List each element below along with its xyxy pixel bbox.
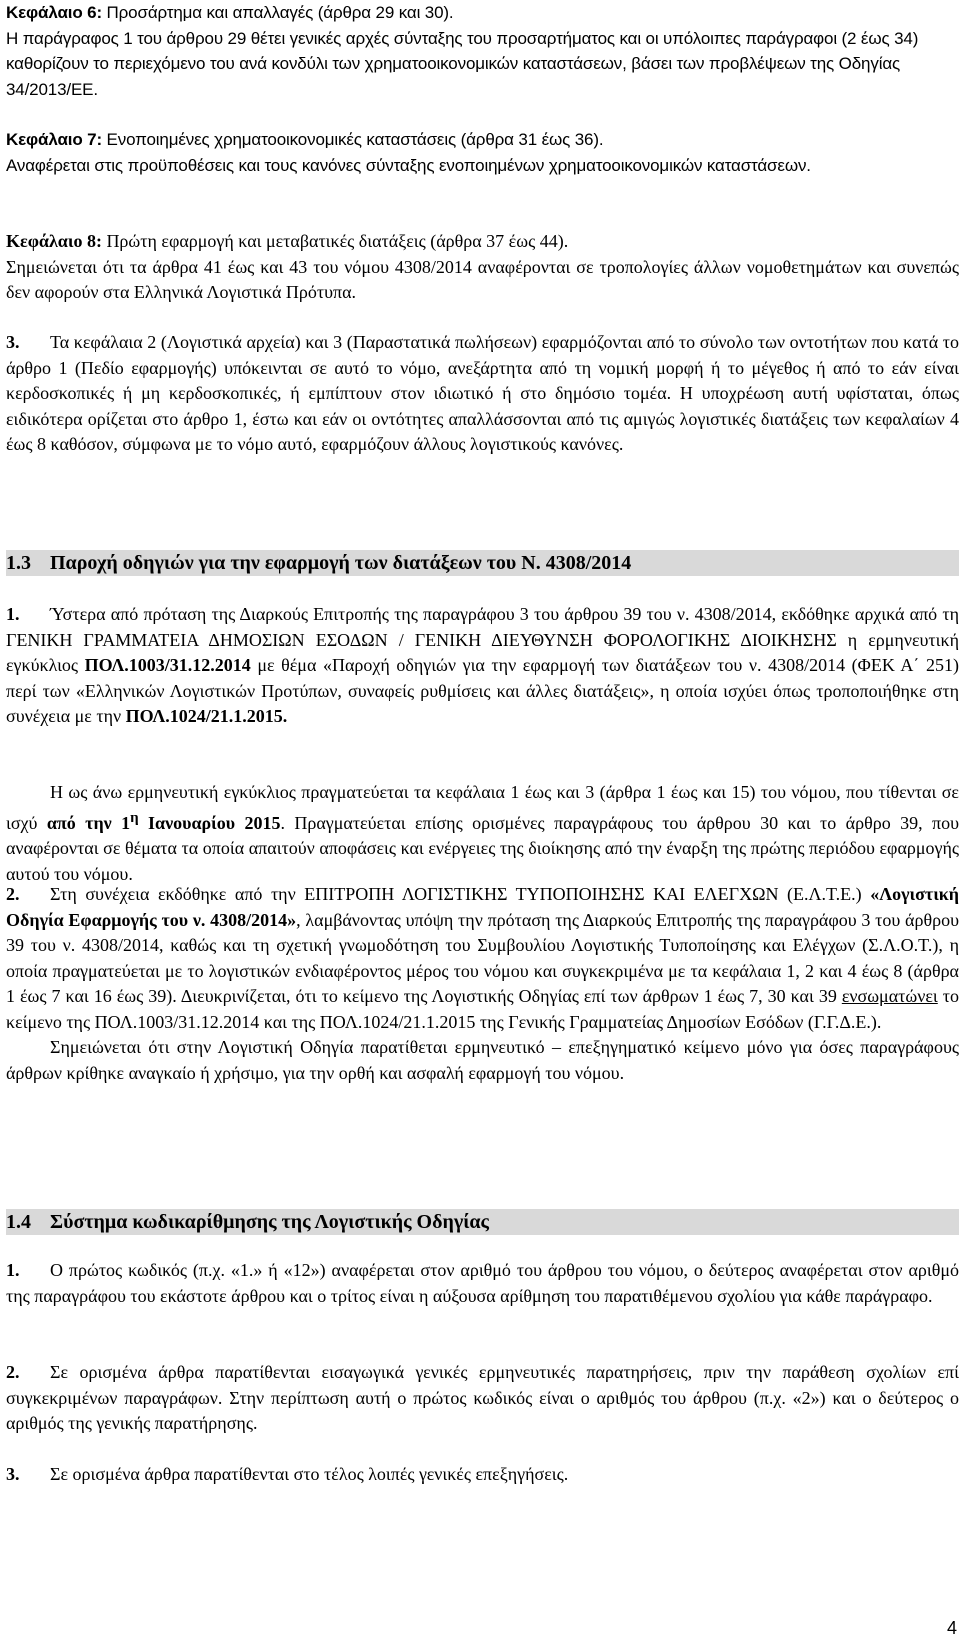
chapter-6-heading (6, 0, 959, 26)
chapter-7-title: Ενοποιημένες χρηματοοικονομικές καταστάσεις (άρθρα 31 έως 36). (101, 130, 604, 149)
section-1-4-paragraph-3-body (6, 1462, 959, 1488)
circular-pol-1024: ΠΟΛ.1024/21.1.2015. (125, 706, 288, 726)
chapter-7-text: Αναφέρεται στις προϋποθέσεις και τους κανόνες σύνταξης ενοποιημένων χρηματοοικονομικών καταστάσεων. (6, 155, 811, 175)
effective-date-text: Ιανουαρίου 2015 (138, 812, 281, 833)
section-1-3-title: Παροχή οδηγιών για την εφαρμογή των διατάξεων του Ν. 4308/2014 (50, 552, 632, 574)
chapter-6-text: Η παράγραφος 1 του άρθρου 29 θέτει γενικές αρχές σύνταξης του προσαρτήματος και οι υπόλοιπες παράγραφοι (2 έως 34) καθορίζουν το περιεχόμενο του ανά κονδύλι των χρηματοοικονομικών καταστάσεων, βάσει των προβλέψεων της Οδηγίας 34/2013/ΕΕ. (6, 28, 919, 99)
page-number: 4 (946, 1618, 957, 1638)
section-1-4-paragraph-2 (6, 1360, 959, 1437)
section-1-4-number: 1.4 (6, 1211, 31, 1233)
section-1-4-paragraph-1-body (6, 1258, 959, 1309)
section-1-4-paragraph-1-number: 1. (6, 1260, 20, 1280)
section-1-3-paragraph-1-number: 1. (6, 604, 20, 624)
paragraph-text: Ύστερα από πρόταση της Διαρκούς Επιτροπής της παραγράφου 3 του άρθρου 39 του ν. 4308/2014, εκδόθηκε αρχικά από τη ΓΕΝΙΚΗ ΓΡΑΜΜΑΤΕΙΑ ΔΗΜΟΣΙΩΝ ΕΣΟΔΩΝ / ΓΕΝΙΚΗ ΔΙΕΥΘΥΝΣΗ ΦΟΡΟΛΟΓΙΚΗΣ ΔΙΟΙΚΗΣΗΣ η ερμηνευτική εγκύκλιος (6, 604, 959, 675)
effective-date-text: από την 1 (46, 812, 131, 833)
chapter-7-label: Κεφάλαιο 7: (6, 130, 102, 149)
paragraph-text: Η ως άνω ερμηνευτική εγκύκλιος πραγματεύεται τα κεφάλαια 1 έως και 3 (άρθρα 1 έως και 15) του νόμου, που τίθενται σε ισχύ (6, 782, 959, 833)
section-1-4-paragraph-3-number: 3. (6, 1464, 20, 1484)
section-1-3-paragraph-1b-body (6, 780, 959, 887)
section-1-3-heading (6, 550, 959, 576)
paragraph-3-body (6, 330, 959, 458)
section-1-3-paragraph-2b: Σημειώνεται ότι στην Λογιστική Οδηγία παρατίθεται ερμηνευτικό – επεξηγηματικό κείμενο μόνο για όσες παραγράφους άρθρων κρίθηκε αναγκαίο ή χρήσιμο, για την ορθή και ασφαλή εφαρμογή του νόμου. (6, 1037, 959, 1083)
chapter-6-title: Προσάρτημα και απαλλαγές (άρθρα 29 και 30). (101, 3, 454, 22)
chapter-8-heading (6, 229, 959, 255)
paragraph-text: , λαμβάνοντας υπόψη την πρόταση της Διαρκούς Επιτροπής της παραγράφου 3 του άρθρου 39 του ν. 4308/2014, καθώς και τη σχετική γνωμοδότηση του Συμβουλίου Λογιστικής Τυποποίησης και Ελέγχων (Σ.Λ.Ο.Τ.), η οποία πραγματεύεται με το λογιστικών ενδιαφέροντος μέρος του νόμου και συγκεκριμένα με τα κεφάλαια 1, 2 και 4 έως 8 (άρθρα 1 έως 7 και 16 έως 39). Διευκρινίζεται, ότι το κείμενο της Λογιστικής Οδηγίας επί των άρθρων 1 έως 7, 30 και 39 (6, 909, 959, 1006)
section-1-3-paragraph-2-body (6, 882, 959, 1035)
section-1-4-paragraph-2-body (6, 1360, 959, 1437)
chapter-6-block (6, 0, 959, 102)
paragraph-text: το κείμενο της ΠΟΛ.1003/31.12.2014 και της ΠΟΛ.1024/21.1.2015 της Γενικής Γραμματείας Δημοσίων Εσόδων (Γ.Γ.Δ.Ε.). (6, 986, 959, 1032)
chapter-7-block (6, 127, 959, 178)
paragraph-text: Σε ορισμένα άρθρα παρατίθενται εισαγωγικά γενικές ερμηνευτικές παρατηρήσεις, πριν την παράθεση σχολίων επί συγκεκριμένων παραγράφων. Στην περίπτωση αυτή ο πρώτος κωδικός είναι ο αριθμός του άρθρου (π.χ. «2») και ο δεύτερος ο αριθμός της γενικής παρατήρησης. (6, 1362, 959, 1433)
section-1-4-paragraph-2-number: 2. (6, 1362, 20, 1382)
paragraph-text: Στη συνέχεια εκδόθηκε από την ΕΠΙΤΡΟΠΗ ΛΟΓΙΣΤΙΚΗΣ ΤΥΠΟΠΟΙΗΣΗΣ ΚΑΙ ΕΛΕΓΧΩΝ (Ε.Λ.Τ.Ε.) (50, 884, 871, 904)
section-1-3-number: 1.3 (6, 552, 31, 574)
paragraph-text: με θέμα «Παροχή οδηγιών για την εφαρμογή των διατάξεων του ν. 4308/2014 (ΦΕΚ Α΄ 251) περί των «Ελληνικών Λογιστικών Προτύπων, συναφείς ρυθμίσεις και άλλες διατάξεις», η οποία ισχύει όπως τροποποιήθηκε στη συνέχεια με την (6, 655, 959, 726)
accounting-guideline-title: «Λογιστική Οδηγία Εφαρμογής του ν. 4308/2014» (6, 884, 959, 930)
paragraph-text: Σε ορισμένα άρθρα παρατίθενται στο τέλος λοιπές γενικές επεξηγήσεις. (50, 1464, 569, 1484)
effective-date (46, 809, 281, 833)
chapter-7-heading (6, 127, 959, 153)
section-1-4-heading (6, 1209, 959, 1235)
chapter-8-block (6, 229, 959, 306)
paragraph-text: . Πραγματεύεται επίσης ορισμένες παραγράφους του άρθρου 30 και το άρθρο 39, που αναφέρονται σε θέματα τα οποία απαιτούν αποφάσεις και ενέργειες της διοίκησης από την έναρξη της πρώτης περιόδου εφαρμογής αυτού του νόμου. (6, 812, 959, 884)
paragraph-3-text: Τα κεφάλαια 2 (Λογιστικά αρχεία) και 3 (Παραστατικά πωλήσεων) εφαρμόζονται από το σύνολο των οντοτήτων που κατά το άρθρο 1 (Πεδίο εφαρμογής) υπόκεινται σε αυτό το νόμο, ανεξάρτητα από τη νομική μορφή ή το μέγεθος ή από το εάν είναι κερδοσκοπικές ή μη κερδοσκοπικές, ή εμπίπτουν στον ιδιωτικό ή στο δημόσιο τομέα. Η υποχρέωση αυτή υφίσταται, όπως ειδικότερα ορίζεται στο άρθρο 1, έστω και εάν οι οντότητες απαλλάσσονται από τις αμιγώς λογιστικές διατάξεις των κεφαλαίων 4 έως 8 καθόσον, σύμφωνα με το νόμο αυτό, εφαρμόζουν άλλους λογιστικούς κανόνες. (6, 332, 959, 454)
section-1-3-paragraph-1b (6, 780, 959, 887)
chapter-6-label: Κεφάλαιο 6: (6, 3, 102, 22)
chapter-8-text: Σημειώνεται ότι τα άρθρα 41 έως και 43 του νόμου 4308/2014 αναφέρονται σε τροπολογίες άλλων νομοθετημάτων και συνεπώς δεν αφορούν στα Ελληνικά Λογιστικά Πρότυπα. (6, 256, 959, 302)
paragraph-3-number: 3. (6, 332, 20, 352)
section-1-3-paragraph-1 (6, 602, 959, 730)
section-1-4-paragraph-1 (6, 1258, 959, 1309)
section-1-3-paragraph-1-body (6, 602, 959, 730)
ordinal-superscript: η (130, 809, 139, 826)
underlined-word: ενσωματώνει (841, 986, 938, 1006)
paragraph-3 (6, 330, 959, 458)
chapter-8-title: Πρώτη εφαρμογή και μεταβατικές διατάξεις (άρθρα 37 έως 44). (101, 231, 569, 251)
circular-pol-1003: ΠΟΛ.1003/31.12.2014 (84, 655, 251, 675)
paragraph-text: Ο πρώτος κωδικός (π.χ. «1.» ή «12») αναφέρεται στον αριθμό του άρθρου του νόμου, ο δεύτερος αναφέρεται στον αριθμό της παραγράφου του εκάστοτε άρθρου και ο τρίτος είναι η αύξουσα αρίθμηση του παρατιθέμενου σχολίου για κάθε παράγραφο. (6, 1260, 959, 1306)
section-1-4-title: Σύστημα κωδικαρίθμησης της Λογιστικής Οδηγίας (50, 1211, 489, 1233)
section-1-4-paragraph-3 (6, 1462, 959, 1488)
chapter-8-label: Κεφάλαιο 8: (6, 231, 102, 251)
section-1-3-paragraph-2 (6, 882, 959, 1086)
section-1-3-paragraph-2-number: 2. (6, 884, 20, 904)
